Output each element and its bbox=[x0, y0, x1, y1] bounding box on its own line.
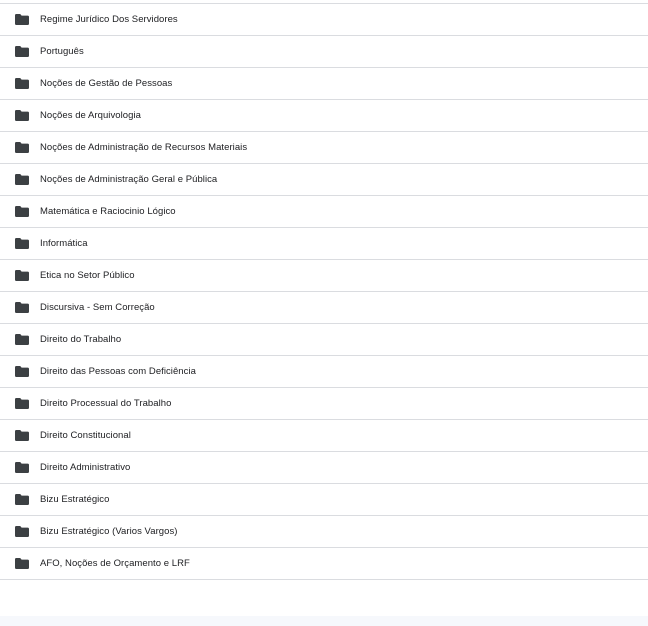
folder-label: Português bbox=[40, 46, 84, 57]
folder-label: Bizu Estratégico (Varios Vargos) bbox=[40, 526, 178, 537]
folder-icon bbox=[15, 526, 29, 537]
folder-icon bbox=[15, 558, 29, 569]
folder-label: Noções de Gestão de Pessoas bbox=[40, 78, 173, 89]
folder-icon bbox=[15, 110, 29, 121]
folder-icon bbox=[15, 494, 29, 505]
folder-row[interactable] bbox=[0, 68, 648, 100]
folder-row[interactable] bbox=[0, 260, 648, 292]
folder-row[interactable] bbox=[0, 420, 648, 452]
folder-icon bbox=[15, 430, 29, 441]
folder-icon bbox=[15, 270, 29, 281]
folder-label: Direito Administrativo bbox=[40, 462, 131, 473]
folder-icon bbox=[15, 14, 29, 25]
folder-icon bbox=[15, 462, 29, 473]
folder-label: Direito Processual do Trabalho bbox=[40, 398, 172, 409]
folder-row[interactable] bbox=[0, 4, 648, 36]
folder-icon bbox=[15, 78, 29, 89]
folder-icon bbox=[15, 398, 29, 409]
folder-label: Noções de Administração Geral e Pública bbox=[40, 174, 218, 185]
folder-row[interactable] bbox=[0, 132, 648, 164]
folder-label: Noções de Administração de Recursos Materiais bbox=[40, 142, 248, 153]
folder-row[interactable] bbox=[0, 196, 648, 228]
folder-label: Regime Jurídico Dos Servidores bbox=[40, 14, 178, 25]
folder-icon bbox=[15, 366, 29, 377]
folder-row[interactable] bbox=[0, 356, 648, 388]
folder-icon bbox=[15, 174, 29, 185]
folder-label: Matemática e Raciocinio Lógico bbox=[40, 206, 176, 217]
folder-label: Discursiva - Sem Correção bbox=[40, 302, 155, 313]
folder-icon bbox=[15, 334, 29, 345]
folder-label: Informática bbox=[40, 238, 88, 249]
folder-label: Etica no Setor Público bbox=[40, 270, 135, 281]
folder-label: Direito Constitucional bbox=[40, 430, 131, 441]
folder-icon bbox=[15, 142, 29, 153]
folder-icon bbox=[15, 206, 29, 217]
folder-label: Direito do Trabalho bbox=[40, 334, 122, 345]
folder-row[interactable] bbox=[0, 292, 648, 324]
bottom-strip bbox=[0, 616, 648, 626]
folder-row[interactable] bbox=[0, 452, 648, 484]
folder-row[interactable] bbox=[0, 484, 648, 516]
folder-icon bbox=[15, 238, 29, 249]
folder-label: Direito das Pessoas com Deficiência bbox=[40, 366, 196, 377]
folder-row[interactable] bbox=[0, 324, 648, 356]
folder-row[interactable] bbox=[0, 228, 648, 260]
folder-row[interactable] bbox=[0, 36, 648, 68]
folder-row[interactable] bbox=[0, 388, 648, 420]
folder-row[interactable] bbox=[0, 164, 648, 196]
folder-row[interactable] bbox=[0, 100, 648, 132]
folder-row[interactable] bbox=[0, 516, 648, 548]
folder-label: Noções de Arquivologia bbox=[40, 110, 141, 121]
folder-icon bbox=[15, 46, 29, 57]
folder-label: AFO, Noções de Orçamento e LRF bbox=[40, 558, 190, 569]
folder-row[interactable] bbox=[0, 548, 648, 580]
folder-icon bbox=[15, 302, 29, 313]
folder-list bbox=[0, 3, 648, 580]
folder-label: Bizu Estratégico bbox=[40, 494, 110, 505]
